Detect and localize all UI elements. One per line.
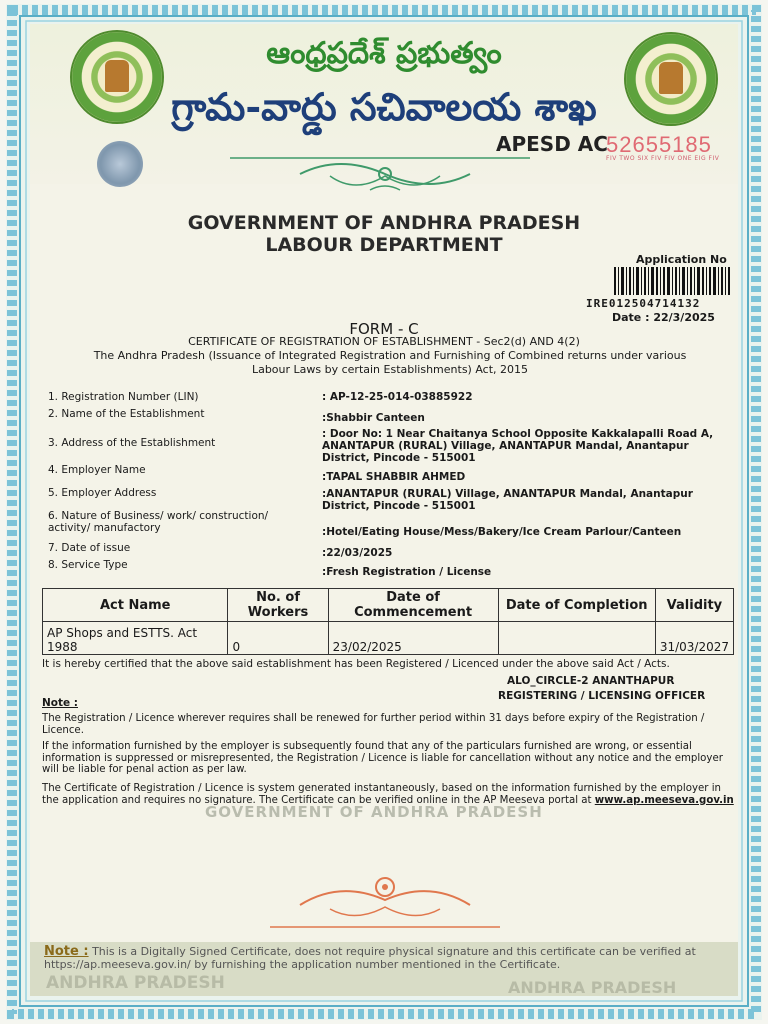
field-label-establishment-name: 2. Name of the Establishment <box>48 408 205 420</box>
serial-words: FIV TWO SIX FIV FIV ONE EIG FIV <box>606 155 720 162</box>
footer-note-text: This is a Digitally Signed Certificate, does not require physical signature and this certificate can be verified at https://ap.meeseva.gov.in/ by furnishing the application number mentioned in the Certificate. <box>44 945 696 971</box>
field-value-employer-address: :ANANTAPUR (RURAL) Village, ANANTAPUR Mandal, Anantapur District, Pincode - 515001 <box>322 488 693 512</box>
application-date: Date : 22/3/2025 <box>612 311 715 324</box>
note-misrepresentation: If the information furnished by the employer is subsequently found that any of the particulars furnished are wrong, or essential information is suppressed or misrepresented, the Registration / Licence is liable for cancellation without any notice and the employer will be liable for penal action as per law. <box>42 741 723 775</box>
header-date-of-completion: Date of Completion <box>498 589 655 622</box>
title-government: GOVERNMENT OF ANDHRA PRADESH <box>187 212 581 234</box>
footer-note-label: Note : <box>44 944 89 959</box>
footer-note <box>44 945 734 971</box>
serial-number: 52655185 <box>606 132 712 157</box>
header-telugu-department: గ్రామ-వార్డు సచివాలయ శాఖ <box>171 84 597 129</box>
field-label-establishment-address: 3. Address of the Establishment <box>48 437 216 449</box>
field-label-registration-number: 1. Registration Number (LIN) <box>48 391 199 403</box>
field-value-employer-name: :TAPAL SHABBIR AHMED <box>322 471 466 483</box>
watermark-text: GOVERNMENT OF ANDHRA PRADESH <box>205 803 543 821</box>
cell-date-of-completion <box>498 622 655 655</box>
form-subtitle: CERTIFICATE OF REGISTRATION OF ESTABLISHMENT - Sec2(d) AND 4(2) <box>188 335 580 348</box>
header-validity: Validity <box>655 589 733 622</box>
cell-validity: 31/03/2027 <box>655 622 733 655</box>
header-telugu-government: ఆంధ్రప్రదేశ్ ప్రభుత్వం <box>266 36 502 71</box>
field-label-employer-name: 4. Employer Name <box>48 464 146 476</box>
certification-statement: It is hereby certified that the above said establishment has been Registered / Licenced under the above said Act / Acts. <box>42 658 670 670</box>
act-title-line2: Labour Laws by certain Establishments) Act, 2015 <box>251 363 529 376</box>
field-value-date-of-issue: :22/03/2025 <box>322 547 393 559</box>
officer-office: ALO_CIRCLE-2 ANANTHAPUR <box>507 675 675 687</box>
note-renewal: The Registration / Licence wherever requires shall be renewed for further period within 31 days before expiry of the Registration / Licence. <box>42 713 705 736</box>
field-label-employer-address: 5. Employer Address <box>48 487 157 499</box>
apesd-label: APESD AC <box>496 132 608 156</box>
acts-table-header-row <box>43 589 734 622</box>
field-value-nature-of-business: :Hotel/Eating House/Mess/Bakery/Ice Cream Parlour/Canteen <box>322 526 682 538</box>
field-value-establishment-name: :Shabbir Canteen <box>322 412 425 424</box>
application-number-label: Application No <box>636 253 727 266</box>
table-row <box>43 622 734 655</box>
note-system-generated-text: The Certificate of Registration / Licence is system generated instantaneously, based on the information furnished by the employer in the application and requires no signature. The Certificate can be verified online in the AP Meeseva portal at <box>42 783 721 806</box>
hologram-icon <box>97 141 143 187</box>
application-number: IRE012504714132 <box>586 297 701 310</box>
document-title <box>0 212 768 256</box>
field-value-establishment-address: : Door No: 1 Near Chaitanya School Opposite Kakkalapalli Road A, ANANTAPUR (RURAL) Village, ANANTAPUR Mandal, Anantapur District, Pincode - 515001 <box>322 428 714 464</box>
ornament-top-icon <box>230 150 540 200</box>
barcode-icon <box>614 267 730 295</box>
cell-no-of-workers: 0 <box>228 622 328 655</box>
form-name: FORM - C <box>349 320 419 338</box>
cell-date-of-commencement: 23/02/2025 <box>328 622 498 655</box>
field-value-service-type: :Fresh Registration / License <box>322 566 492 578</box>
header-no-of-workers: No. of Workers <box>228 589 328 622</box>
field-label-nature-of-business: 6. Nature of Business/ work/ construction/ activity/ manufactory <box>48 510 269 534</box>
field-label-service-type: 8. Service Type <box>48 559 128 571</box>
title-department: LABOUR DEPARTMENT <box>265 234 503 256</box>
footer-watermark-left: ANDHRA PRADESH <box>46 973 225 993</box>
header-date-of-commencement: Date of Commencement <box>328 589 498 622</box>
act-title-line1: The Andhra Pradesh (Issuance of Integrated Registration and Furnishing of Combined returns under various <box>93 349 687 362</box>
ornament-bottom-icon <box>270 865 500 935</box>
field-label-date-of-issue: 7. Date of issue <box>48 542 131 554</box>
footer-watermark-right: ANDHRA PRADESH <box>508 978 677 997</box>
header-act-name: Act Name <box>43 589 228 622</box>
meeseva-link[interactable]: www.ap.meeseva.gov.in <box>594 794 734 806</box>
officer-designation: REGISTERING / LICENSING OFFICER <box>498 690 706 702</box>
act-title <box>60 349 720 377</box>
note-heading: Note : <box>42 697 78 709</box>
acts-table <box>42 588 734 655</box>
cell-act-name: AP Shops and ESTTS. Act 1988 <box>43 622 228 655</box>
field-value-registration-number: : AP-12-25-014-03885922 <box>322 391 473 403</box>
